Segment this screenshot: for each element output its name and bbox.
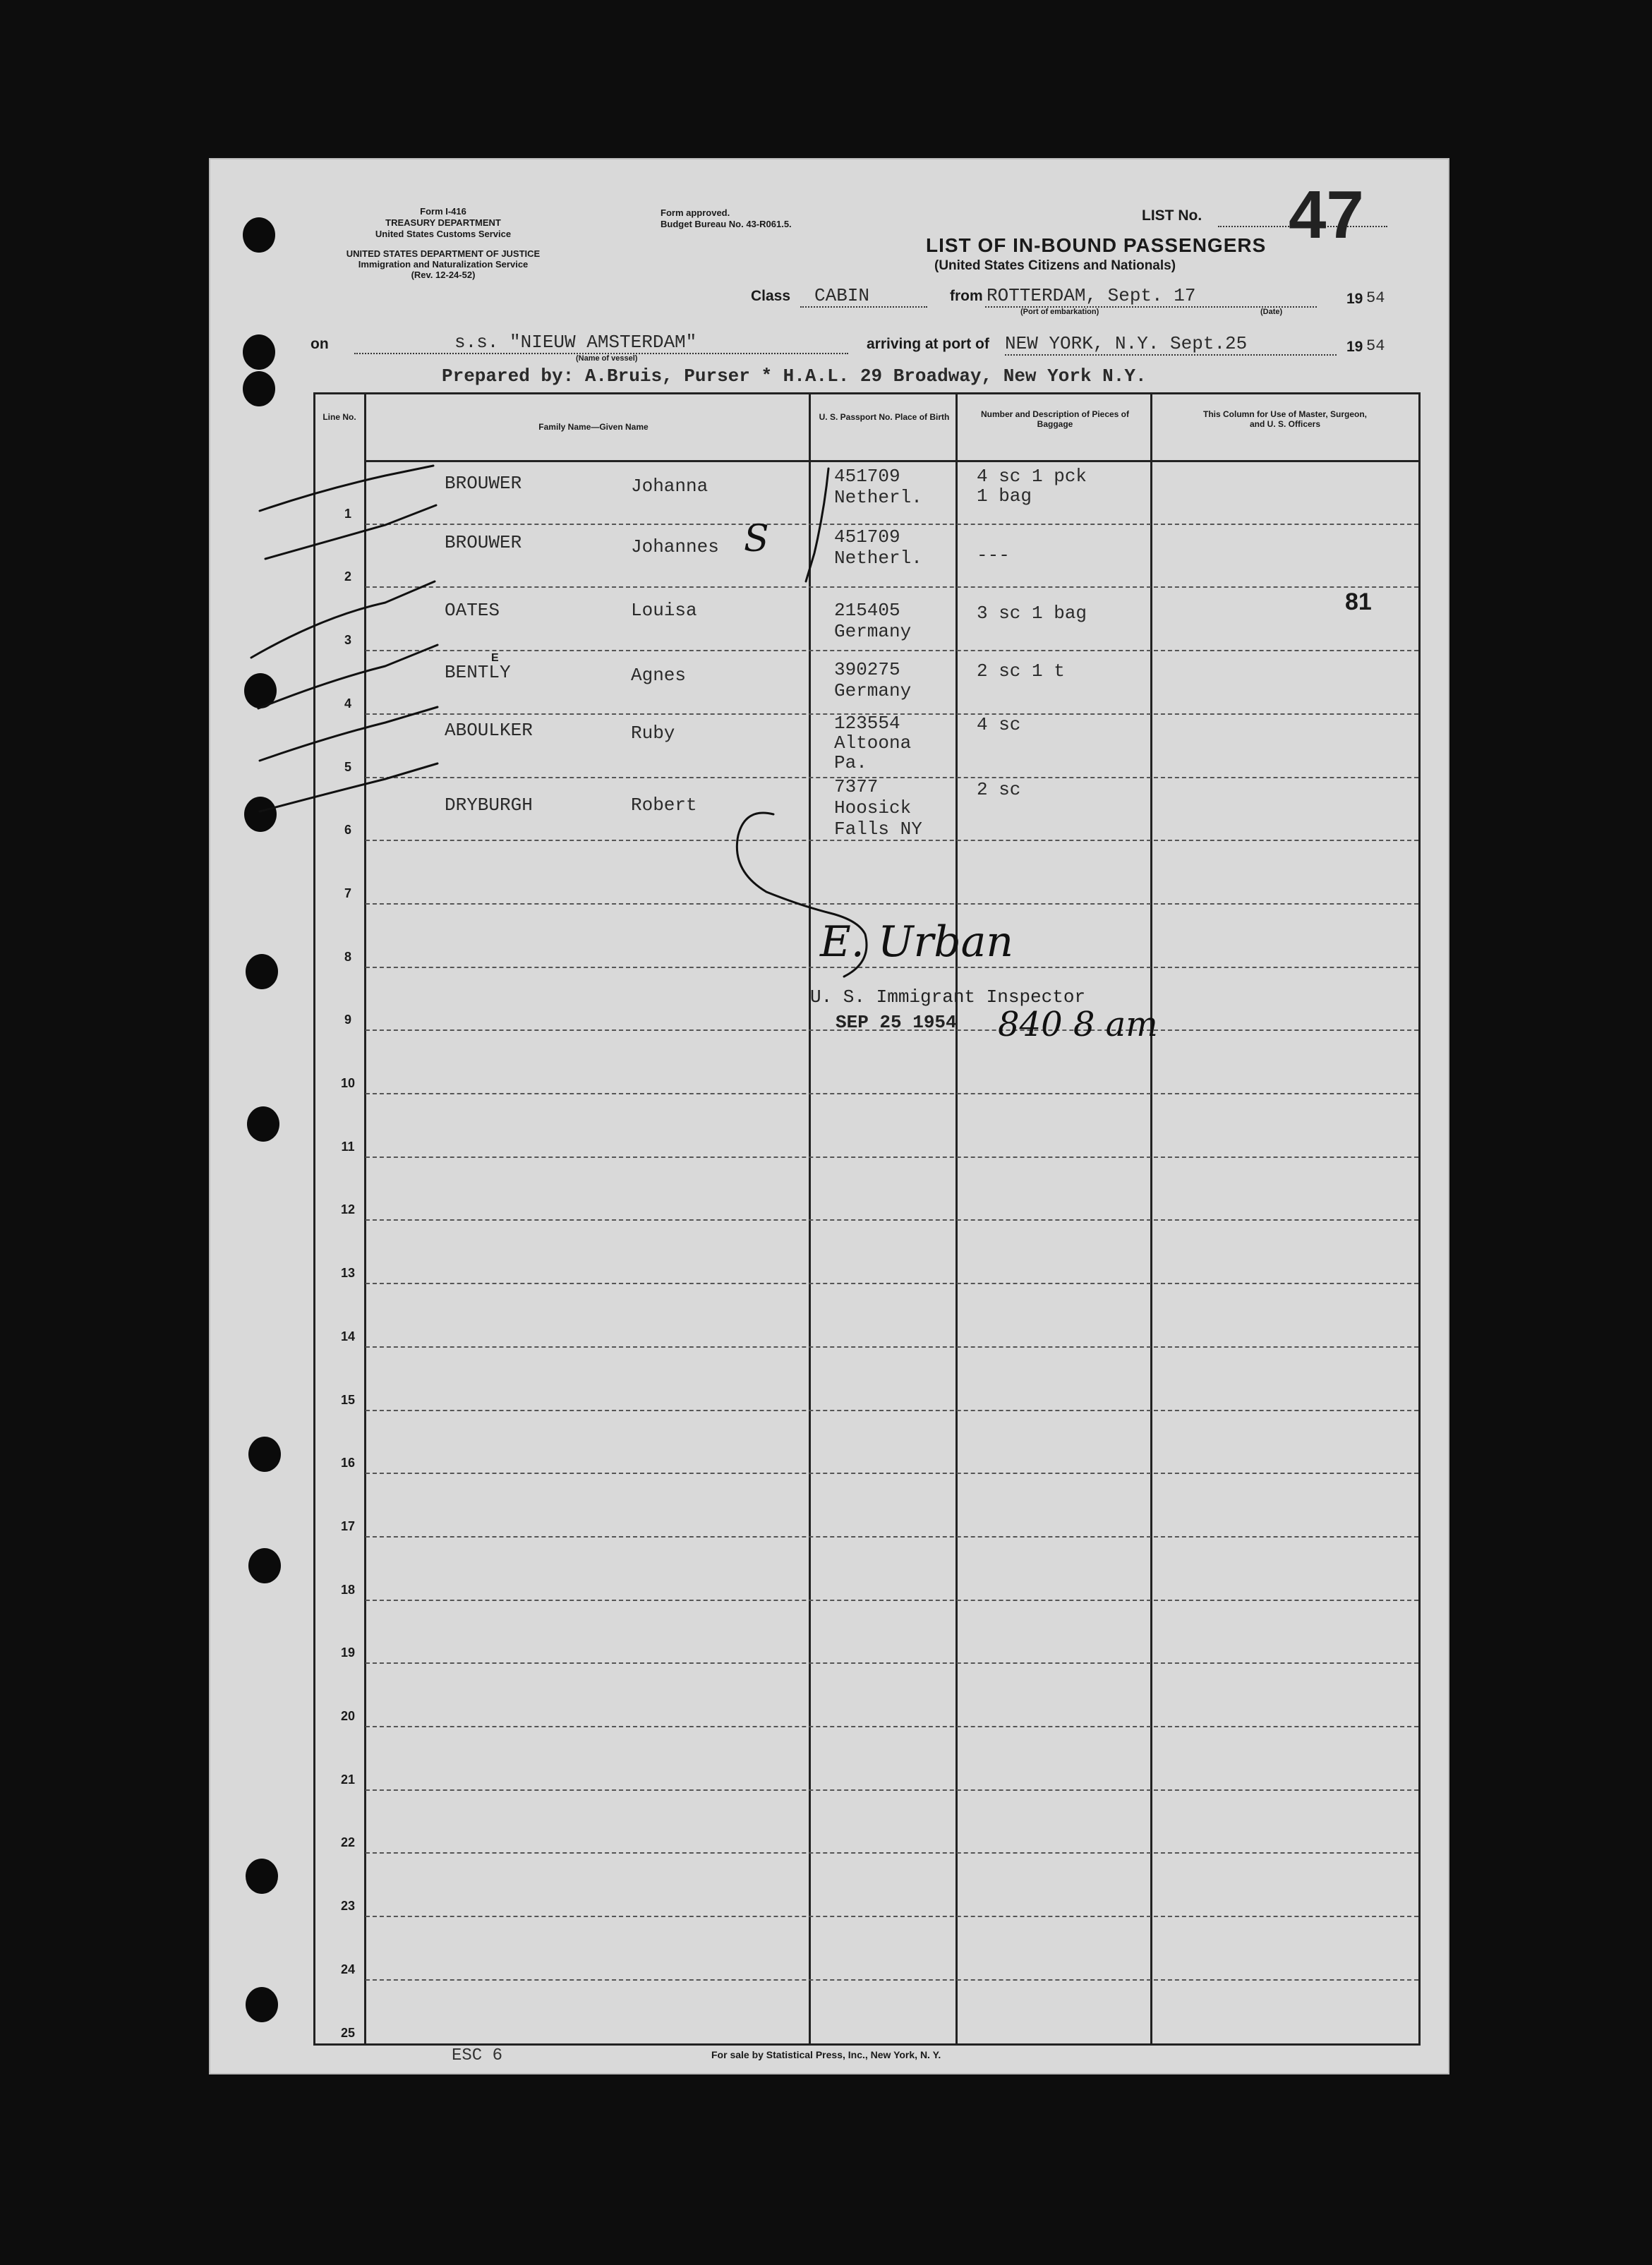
header-passport: U. S. Passport No. Place of Birth — [819, 412, 950, 422]
list-no-label: LIST No. — [1142, 207, 1202, 224]
header-baggage: Number and Description of Pieces of Baggage — [980, 409, 1130, 429]
check-mark-1 — [260, 466, 433, 511]
handwritten-note: 840 8 am — [998, 1005, 1158, 1044]
check-mark-2 — [265, 505, 436, 559]
pen-marks — [209, 158, 1449, 2074]
line-number: 12 — [340, 1202, 356, 1217]
line-number: 7 — [344, 886, 351, 900]
line-number: 10 — [340, 1076, 356, 1090]
vessel-caption: (Name of vessel) — [576, 354, 638, 363]
row4-passport: 390275 — [834, 659, 900, 680]
page-subtitle: (United States Citizens and Nationals) — [934, 258, 1176, 273]
row2-birth: Netherl. — [834, 548, 922, 569]
row3-annotation: 81 — [1345, 588, 1372, 615]
row3-passport: 215405 — [834, 600, 900, 621]
revision: (Rev. 12-24-52) — [411, 270, 476, 280]
bracket-stroke — [806, 469, 828, 581]
row5-birth2: Pa. — [834, 752, 867, 773]
justice-dept: UNITED STATES DEPARTMENT OF JUSTICE — [346, 248, 541, 259]
check-mark-4 — [258, 645, 438, 708]
row4-correction: E — [491, 652, 499, 664]
row1-baggage2: 1 bag — [977, 485, 1032, 507]
line-number: 19 — [340, 1645, 356, 1660]
port-embark-caption: (Port of embarkation) — [1020, 308, 1099, 316]
row3-baggage: 3 sc 1 bag — [977, 603, 1087, 624]
row1-birth: Netherl. — [834, 487, 922, 508]
check-mark-3 — [251, 581, 435, 658]
row4-family: BENTLY — [445, 662, 511, 683]
page-title: LIST OF IN-BOUND PASSENGERS — [926, 234, 1267, 256]
check-mark-5 — [260, 707, 438, 761]
row2-given: Johannes — [631, 536, 719, 557]
line-number: 8 — [344, 949, 351, 964]
header-officers: This Column for Use of Master, Surgeon, and U. S. Officers — [1202, 409, 1368, 429]
row6-birth2: Falls NY — [834, 819, 922, 840]
date-caption: (Date) — [1260, 308, 1283, 316]
line-number: 5 — [344, 759, 351, 774]
signature: E. Urban — [820, 917, 1014, 967]
passenger-list-sheet — [209, 158, 1449, 2074]
line-number: 18 — [340, 1582, 356, 1597]
row3-birth: Germany — [834, 621, 912, 642]
line-number: 6 — [344, 823, 351, 838]
arriving-label: arriving at port of — [867, 336, 989, 352]
row4-baggage: 2 sc 1 t — [977, 660, 1065, 682]
year2-prefix: 19 — [1346, 339, 1363, 355]
form-approved: Form approved. — [661, 207, 730, 218]
row2-family: BROUWER — [445, 532, 522, 553]
line-number: 13 — [340, 1266, 356, 1281]
line-number: 16 — [340, 1456, 356, 1470]
ins-service: Immigration and Naturalization Service — [358, 259, 529, 270]
year2-value: 54 — [1366, 337, 1385, 355]
inspector-stamp: U. S. Immigrant Inspector — [810, 986, 1086, 1008]
row6-passport: 7377 — [834, 776, 879, 797]
line-number: 11 — [341, 1139, 355, 1154]
row1-family: BROUWER — [445, 473, 522, 494]
row4-birth: Germany — [834, 680, 912, 701]
row4-given: Agnes — [631, 665, 687, 686]
class-label: Class — [751, 288, 791, 304]
from-label: from — [950, 288, 983, 304]
line-number: 2 — [344, 569, 351, 584]
arriving-value: NEW YORK, N.Y. Sept.25 — [1005, 333, 1248, 354]
line-number: 14 — [340, 1329, 356, 1343]
line-number: 20 — [340, 1709, 356, 1723]
row5-baggage: 4 sc — [977, 714, 1021, 735]
header-name: Family Name—Given Name — [538, 422, 649, 432]
line-number: 15 — [340, 1392, 356, 1407]
on-label: on — [310, 336, 329, 352]
header-line-no: Line No. — [322, 412, 356, 422]
line-number: 22 — [340, 1835, 356, 1850]
line-number: 9 — [344, 1013, 351, 1027]
check-mark-6 — [260, 763, 438, 811]
row6-given: Robert — [631, 795, 697, 816]
row1-given: Johanna — [631, 476, 709, 497]
line-number: 21 — [340, 1772, 356, 1787]
row2-baggage: --- — [977, 545, 1010, 566]
row5-passport: 123554 — [834, 713, 900, 734]
row6-family: DRYBURGH — [445, 795, 533, 816]
line-number: 17 — [340, 1518, 356, 1533]
budget-bureau: Budget Bureau No. 43-R061.5. — [661, 219, 792, 229]
from-value: ROTTERDAM, Sept. 17 — [987, 285, 1196, 306]
form-number: Form I-416 — [420, 206, 466, 217]
row5-given: Ruby — [631, 723, 675, 744]
line-number: 24 — [340, 1962, 356, 1976]
row5-birth: Altoona — [834, 732, 912, 754]
treasury-dept: TREASURY DEPARTMENT — [385, 217, 501, 228]
row3-given: Louisa — [631, 600, 697, 621]
line-number: 1 — [344, 506, 351, 521]
line-number: 25 — [340, 2025, 356, 2040]
class-value: CABIN — [814, 285, 870, 306]
row1-baggage: 4 sc 1 pck — [977, 466, 1087, 487]
row3-family: OATES — [445, 600, 500, 621]
stamp-date: SEP 25 1954 — [836, 1012, 957, 1033]
list-no-value: 47 — [1289, 177, 1364, 253]
printer-note: For sale by Statistical Press, Inc., New York, N. Y. — [711, 2049, 941, 2060]
year-prefix: 19 — [1346, 291, 1363, 307]
line-number: 23 — [340, 1899, 356, 1914]
handwritten-s-mark: S — [744, 518, 769, 560]
year-value: 54 — [1366, 289, 1385, 307]
line-number: 3 — [344, 633, 351, 648]
footer-code: ESC 6 — [452, 2046, 503, 2065]
vessel-value: s.s. "NIEUW AMSTERDAM" — [454, 332, 697, 353]
row2-passport: 451709 — [834, 526, 900, 548]
prepared-by: Prepared by: A.Bruis, Purser * H.A.L. 29 Broadway, New York N.Y. — [442, 366, 1147, 387]
customs-service: United States Customs Service — [375, 229, 512, 239]
row5-family: ABOULKER — [445, 720, 533, 741]
line-number: 4 — [344, 696, 351, 711]
row6-baggage: 2 sc — [977, 779, 1021, 800]
row6-birth: Hoosick — [834, 797, 912, 819]
row1-passport: 451709 — [834, 466, 900, 487]
